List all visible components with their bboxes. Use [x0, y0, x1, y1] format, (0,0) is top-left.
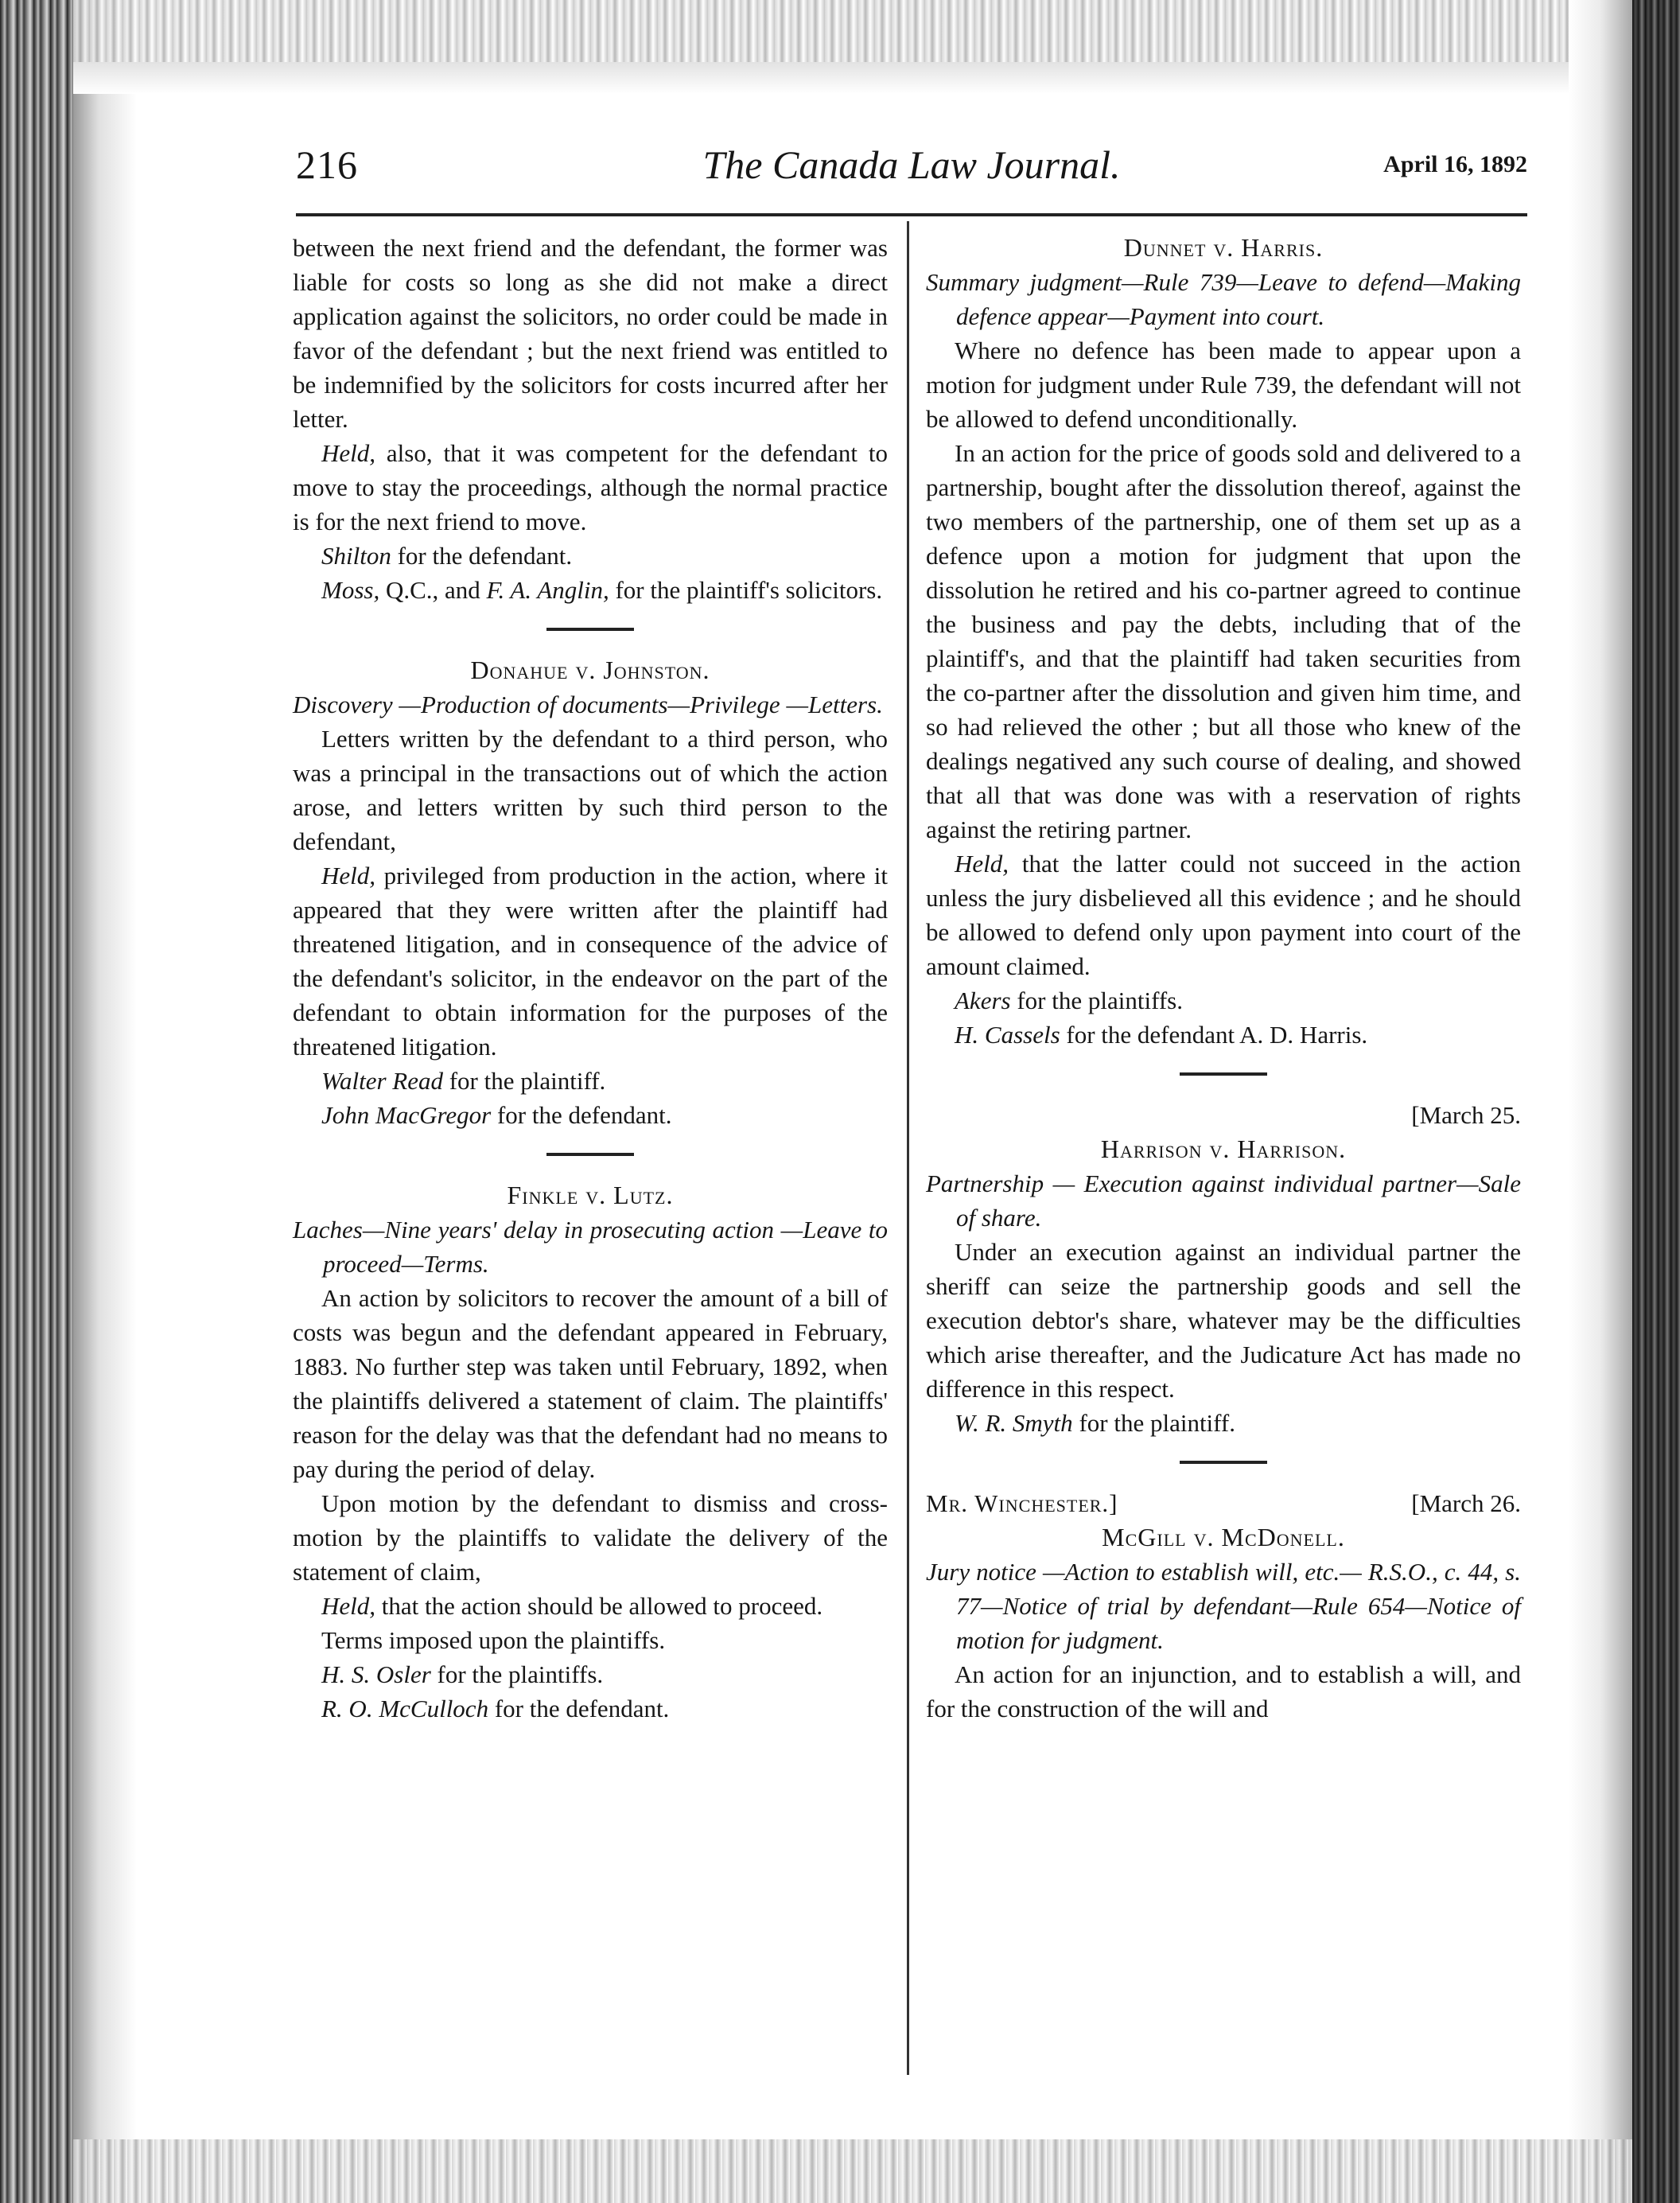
terms-line: Terms imposed upon the plaintiffs. — [321, 1626, 666, 1654]
counsel-role: for the plaintiff. — [442, 1067, 606, 1095]
counsel-role: for the plaintiff's solicitors. — [609, 576, 883, 604]
held-paragraph — [293, 858, 888, 1064]
counsel-role: for the defendant A. D. Harris. — [1060, 1021, 1368, 1049]
counsel-line — [293, 1098, 888, 1132]
held-paragraph — [926, 847, 1521, 983]
counsel-role: for the defendant. — [491, 1101, 672, 1129]
case-headnote: Laches—Nine years' delay in prosecuting action —Leave to proceed—Terms. — [293, 1216, 888, 1278]
intro-paragraph: between the next friend and the defendant, the former was liable for costs so long as she did not make a direct application against the solicitors, no order could be made in favor of the defendant ; but the next friend was entitled to be indemnified by the solicitors for costs incurred after her letter. — [293, 234, 888, 433]
counsel-line — [293, 1657, 888, 1691]
case-headnote: Summary judgment—Rule 739—Leave to defend—Making defence appear—Payment into court. — [926, 268, 1521, 330]
case-headnote: Discovery —Production of documents—Privilege —Letters. — [293, 691, 883, 718]
counsel-name: Akers — [955, 987, 1011, 1014]
scan-edge-right — [1632, 0, 1680, 2203]
scan-edge-bottom — [73, 2139, 1632, 2203]
counsel-name: H. S. Osler — [321, 1660, 431, 1688]
counsel-line — [293, 573, 888, 607]
section-rule — [1180, 1461, 1267, 1464]
counsel-joiner: Q.C., and — [379, 576, 487, 604]
case-title: Harrison v. Harrison. — [1100, 1135, 1347, 1163]
column-divider — [907, 221, 909, 2075]
held-label: Held, — [321, 1592, 376, 1620]
counsel-name: Moss, — [321, 576, 380, 604]
scan-shadow-top — [73, 62, 1600, 94]
held-label: Held, — [321, 862, 376, 889]
counsel-line — [293, 1691, 888, 1726]
counsel-line — [926, 983, 1521, 1018]
case-title: McGill v. McDonell. — [1102, 1523, 1345, 1551]
held-paragraph — [293, 1589, 888, 1623]
journal-title: The Canada Law Journal. — [702, 142, 1121, 187]
counsel-name: Shilton — [321, 542, 391, 570]
case-paragraph: An action for an injunction, and to establish a will, and for the construction of the will and — [926, 1660, 1521, 1722]
held-text: that the latter could not succeed in the action unless the jury disbelieved all this evidence ; and he should be allowed to defend only upon payment into court of the amount claimed. — [926, 850, 1521, 980]
counsel-role: for the defendant. — [488, 1695, 670, 1722]
held-text: that the action should be allowed to proceed. — [375, 1592, 823, 1620]
section-rule — [1180, 1072, 1267, 1076]
counsel-name: F. A. Anglin, — [486, 576, 609, 604]
counsel-line — [926, 1018, 1521, 1052]
held-paragraph — [293, 436, 888, 539]
case-paragraph: Where no defence has been made to appear upon a motion for judgment under Rule 739, the defendant will not be allowed to defend unconditionally. — [926, 337, 1521, 433]
counsel-name: H. Cassels — [955, 1021, 1060, 1049]
counsel-role: for the plaintiff. — [1072, 1409, 1236, 1437]
decision-date: [March 25. — [1411, 1101, 1521, 1129]
scan-edge-top — [73, 0, 1600, 62]
counsel-name: Walter Read — [321, 1067, 443, 1095]
page-header — [296, 142, 1527, 205]
scan-shadow-left — [73, 0, 137, 2203]
counsel-line — [926, 1406, 1521, 1440]
counsel-role: for the plaintiffs. — [430, 1660, 604, 1688]
case-title: Donahue v. Johnston. — [470, 656, 710, 684]
held-text: privileged from production in the action, where it appeared that they were written after the plaintiff had threatened litigation, and in consequence of the advice of the defendant's solicitor, in the endeavor on the part of the defendant to obtain information for the purposes of the threatened litigation. — [293, 862, 888, 1061]
case-title: Dunnet v. Harris. — [1123, 233, 1324, 262]
judge-name: Mr. Winchester.] — [926, 1489, 1118, 1517]
case-title: Finkle v. Lutz. — [507, 1181, 674, 1209]
counsel-name: R. O. McCulloch — [321, 1695, 489, 1722]
case-headnote: Jury notice —Action to establish will, etc.— R.S.O., c. 44, s. 77—Notice of trial by defendant—Rule 654—Notice of motion for judgment. — [926, 1558, 1521, 1654]
section-rule — [546, 1153, 634, 1156]
held-text: also, that it was competent for the defendant to move to stay the proceedings, although the normal practice is for the next friend to move. — [293, 439, 888, 535]
judge-date-line — [926, 1486, 1521, 1520]
counsel-role: for the defendant. — [391, 542, 573, 570]
section-rule — [546, 628, 634, 631]
counsel-role: for the plaintiffs. — [1010, 987, 1183, 1014]
case-paragraph: In an action for the price of goods sold and delivered to a partnership, bought after the dissolution thereof, against the two members of the partnership, one of them set up as a defence upon a motion for judgment that upon the dissolution he retired and his co-partner agreed to continue the business and pay the debts, including that of the plaintiff's, and that the plaintiff had taken securities from the co-partner after the dissolution and given him time, and so had relieved the other ; but all those who knew of the dealings negatived any such course of dealing, and showed that all that was done was with a reservation of rights against the retiring partner. — [926, 439, 1521, 843]
issue-date: April 16, 1892 — [1383, 151, 1527, 177]
case-paragraph: Letters written by the defendant to a third person, who was a principal in the transactions out of which the action arose, and letters written by such third person to the defendant, — [293, 725, 888, 855]
counsel-name: John MacGregor — [321, 1101, 492, 1129]
counsel-line — [293, 539, 888, 573]
counsel-line — [293, 1064, 888, 1098]
case-paragraph: Upon motion by the defendant to dismiss and cross-motion by the plaintiffs to validate the delivery of the statement of claim, — [293, 1489, 888, 1586]
counsel-name: W. R. Smyth — [955, 1409, 1073, 1437]
case-paragraph: Under an execution against an individual partner the sheriff can seize the partnership goods and sell the execution debtor's share, whatever may be the difficulties which arise thereafter, and the Judicature Act has made no difference in this respect. — [926, 1238, 1521, 1403]
page-number: 216 — [296, 142, 358, 187]
case-paragraph: An action by solicitors to recover the amount of a bill of costs was begun and the defendant appeared in February, 1883. No further step was taken until February, 1892, when the plaintiffs delivered a statement of claim. The plaintiffs' reason for the delay was that the defendant had no means to pay during the period of delay. — [293, 1284, 888, 1483]
scan-edge-left — [0, 0, 73, 2203]
case-headnote: Partnership — Execution against individual partner—Sale of share. — [926, 1170, 1521, 1232]
scan-shadow-right — [1569, 0, 1632, 2203]
decision-date: [March 26. — [1411, 1489, 1521, 1517]
held-label: Held, — [955, 850, 1009, 878]
held-label: Held, — [321, 439, 376, 467]
right-column — [926, 231, 1521, 1726]
header-rule — [296, 213, 1527, 216]
left-column — [293, 231, 888, 1726]
